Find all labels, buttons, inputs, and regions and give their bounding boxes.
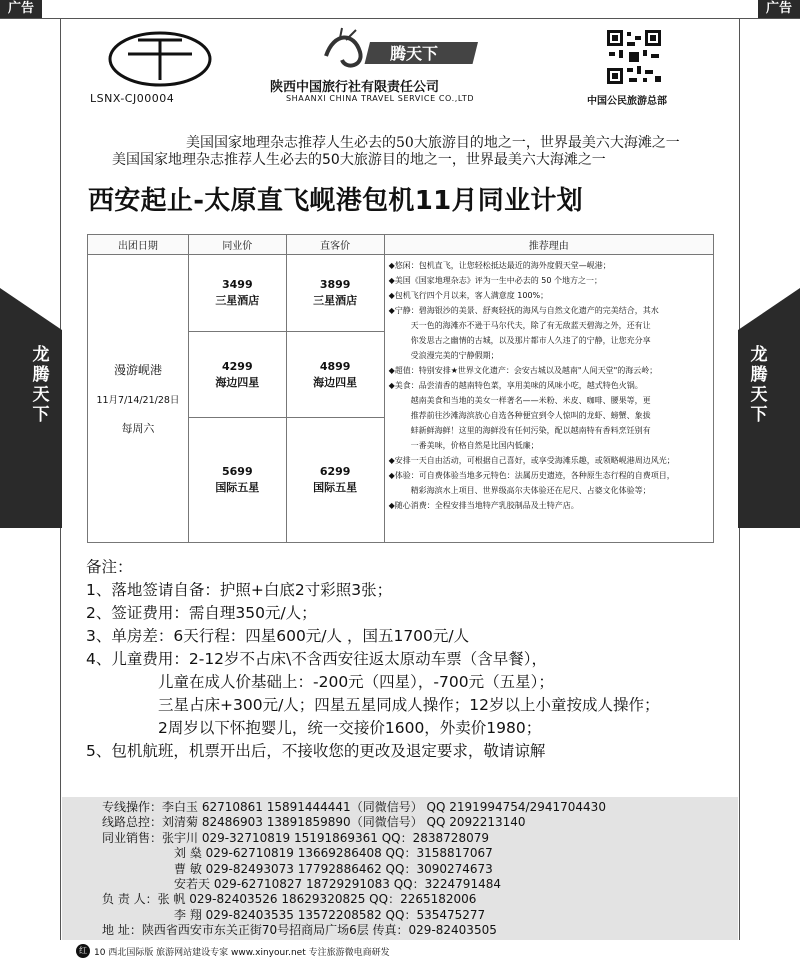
slogan-sans: 美国国家地理杂志推荐人生必去的50大旅游目的地之一，世界最美六大海滩之一 xyxy=(112,152,606,168)
route-cell xyxy=(88,255,189,543)
remark-item: 3、单房差：6天行程：四星600元/人 ，国五1700元/人 xyxy=(86,627,470,645)
reason-line: ◆美食：品尝清香的越南特色菜，享用美味的风味小吃，越式特色火锅。 xyxy=(388,381,643,390)
remark-subitem: 2周岁以下怀抱婴儿，统一交接价1600，外卖价1980； xyxy=(158,719,542,737)
side-label-left: 龙腾天下 xyxy=(32,345,50,425)
ad-tag-right: 广告 xyxy=(758,0,800,18)
page-title: 西安起止-太原直飞岘港包机11月同业计划 xyxy=(88,186,583,216)
remarks-section xyxy=(86,556,660,763)
trade-price: 4299 xyxy=(222,359,253,373)
reason-line: ◆安排一天自由活动，可根据自己喜好，或享受海滩乐趣，或领略岘港周边风光； xyxy=(388,456,675,465)
reason-line: 一番美味，价格自然是比国内低廉； xyxy=(410,441,539,450)
contact-row: 同业销售：张宇川 029-32710819 15191869361 QQ：2838728079 xyxy=(102,830,489,845)
retail-hotel: 海边四星 xyxy=(313,375,358,389)
company-name-cn: 陕西中国旅行社有限责任公司 xyxy=(270,80,440,95)
reason-line: ◆宁静：碧海银沙的美景、舒爽轻抚的海风与自然文化遗产的完美结合，其水 xyxy=(388,306,659,315)
qr-label: 中国公民旅游总部 xyxy=(587,96,667,107)
reason-line: 推荐前往沙滩海滨放心自选各种便宜到令人惊叫的龙虾、螃蟹、象拔 xyxy=(410,411,651,420)
retail-hotel: 国际五星 xyxy=(313,481,358,494)
remark-item: 2、签证费用：需自理350元/人； xyxy=(86,604,317,622)
retail-price: 4899 xyxy=(319,359,351,373)
remarks-title: 备注： xyxy=(86,558,133,576)
contact-row: 安若天 029-62710827 18729291083 QQ：3224791484 xyxy=(174,877,501,892)
reason-line: 你发思古之幽情的古城，以及那片都市人久违了的宁静，让您充分享 xyxy=(410,336,651,345)
header-retail-price: 直客价 xyxy=(286,235,384,255)
remark-item: 5、包机航班，机票开出后，不接收您的更改及退定要求，敬请谅解 xyxy=(86,742,546,760)
contact-row: 刘 燊 029-62710819 13669286408 QQ：3158817067 xyxy=(174,846,493,861)
retail-price-cell xyxy=(286,418,384,543)
remark-item: 1、落地签请自备：护照+白底2寸彩照3张； xyxy=(86,581,393,599)
china-travel-logo xyxy=(108,30,212,88)
reason-line: ◆随心消费：全程安排当地特产乳胶制品及土特产店。 xyxy=(388,501,579,510)
page-footer xyxy=(76,944,390,958)
retail-price: 3899 xyxy=(319,278,351,291)
trade-price: 5699 xyxy=(222,465,253,478)
trade-hotel: 三星酒店 xyxy=(215,294,260,307)
contact-row: 负 责 人：张 帆 029-82403526 18629320825 QQ：2265182006 xyxy=(102,892,477,907)
header-reasons: 推荐理由 xyxy=(384,235,713,255)
reason-line: ◆美国《国家地理杂志》评为一生中必去的 50 个地方之一； xyxy=(388,276,602,285)
trade-hotel: 海边四星 xyxy=(215,375,260,389)
company-name-en: SHAANXI CHINA TRAVEL SERVICE CO.,LTD xyxy=(286,94,475,103)
dragon-brand-logo xyxy=(316,26,486,76)
itinerary-table xyxy=(87,234,714,543)
reason-line: ◆悠闲：包机直飞，让您轻松抵达最近的海外度假天堂—岘港； xyxy=(388,261,611,270)
reason-line: 受浪漫完美的宁静假期； xyxy=(410,351,499,360)
reason-line: 天一色的海滩亦不逊于马尔代夫，除了有无敌蓝天碧海之外，还有让 xyxy=(410,321,651,330)
route-name: 漫游岘港 xyxy=(113,363,162,377)
trade-price-cell xyxy=(188,418,286,543)
reason-line: ◆体验：可自费体验当地多元特色：法属历史遗迹，各种原生态行程的自费项目， xyxy=(388,471,675,480)
trade-price-cell xyxy=(188,255,286,332)
ad-tag-left: 广告 xyxy=(0,0,42,18)
trade-price: 3499 xyxy=(222,278,253,291)
remark-item: 4、儿童费用：2-12岁不占床\不含西安往返太原动车票（含早餐）， xyxy=(86,650,548,668)
reason-line: ◆包机飞行四个月以来，客人满意度 100%； xyxy=(388,291,549,300)
footer-badge-icon: 红 xyxy=(76,944,90,958)
trade-price-cell xyxy=(188,332,286,418)
reason-line: 越南美食和当地的美女一样著名——米粉、米皮、咖啡、腰果等，更 xyxy=(410,396,651,405)
remark-subitem: 儿童在成人价基础上：-200元（四星），-700元（五星）； xyxy=(158,673,554,691)
route-dates: 11月7/14/21/28日 xyxy=(96,395,180,406)
reasons-cell xyxy=(384,255,713,543)
reason-line: 精彩海滨水上项目、世界级高尔夫体验还在尼尺、占婆文化体验等； xyxy=(410,486,651,495)
reason-line: 蚌新鲜海鲜！这里的海鲜没有任何污染，配以越南特有香料烹饪别有 xyxy=(410,426,651,435)
header-trade-price: 同业价 xyxy=(188,235,286,255)
remark-subitem: 三星占床+300元/人；四星五星同成人操作；12岁以上小童按成人操作； xyxy=(158,696,660,714)
contact-row: 专线操作：李白玉 62710861 15891444441（同微信号） QQ 2191994754/2941704430 xyxy=(102,800,606,814)
retail-price-cell xyxy=(286,332,384,418)
header-departure-date: 出团日期 xyxy=(88,235,189,255)
contact-row: 地 址：陕西省西安市东关正街70号招商局广场6层 传真：029-82403505 xyxy=(102,923,497,938)
contact-row: 李 翔 029-82403535 13572208582 QQ：535475277 xyxy=(174,907,486,922)
retail-price-cell xyxy=(286,255,384,332)
footer-text: 10 西北国际版 旅游网站建设专家 www.xinyour.net 专注旅游微电商研发 xyxy=(94,947,390,958)
contact-row: 曹 敏 029-82493073 17792886462 QQ：3090274673 xyxy=(174,861,493,876)
contact-list xyxy=(102,800,606,939)
brand-slogan-text: 腾天下 xyxy=(390,44,439,63)
trade-hotel: 国际五星 xyxy=(215,481,260,494)
route-weekday: 每周六 xyxy=(121,422,155,435)
contact-row: 线路总控：刘清菊 82486903 13891859890（同微信号） QQ 2092213140 xyxy=(102,815,526,830)
retail-hotel: 三星酒店 xyxy=(313,294,358,307)
license-number: LSNX-CJ00004 xyxy=(90,92,175,105)
qr-code[interactable] xyxy=(605,28,663,86)
side-label-right: 龙腾天下 xyxy=(750,345,768,425)
reason-line: ◆超值：特别安排★世界文化遗产：会安古城以及越南"人间天堂"的海云岭； xyxy=(388,366,658,375)
slogan-serif: 美国国家地理杂志推荐人生必去的50大旅游目的地之一，世界最美六大海滩之一 xyxy=(186,135,680,151)
retail-price: 6299 xyxy=(319,465,351,478)
